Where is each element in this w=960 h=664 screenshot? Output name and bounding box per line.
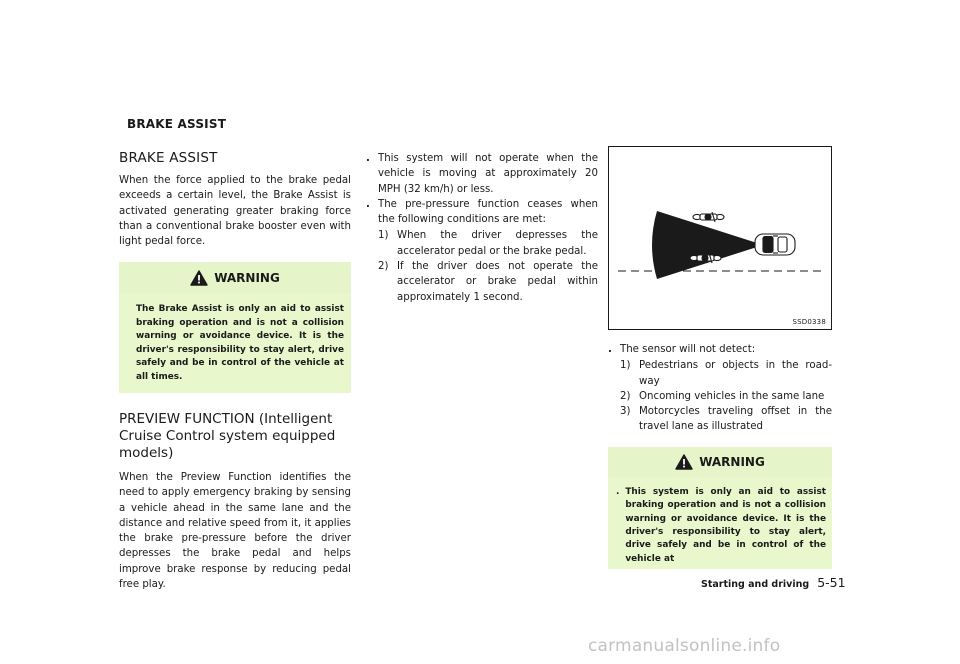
sub-text: When the driver depresses the accelerator pedal or the brake pedal. (397, 230, 598, 257)
warning-box (608, 447, 832, 569)
sensor-detection-illustration (609, 147, 831, 329)
illustration-figure (608, 146, 832, 330)
car (755, 234, 795, 255)
list-item (608, 342, 832, 435)
column-middle (366, 151, 598, 305)
sensor-limit-list (608, 342, 832, 435)
sub-number: 1) (378, 230, 389, 242)
column-left (119, 150, 351, 592)
motorcycle-top (693, 212, 724, 222)
preview-function-title: PREVIEW FUNCTION (Intelligent Cruise Control system equipped models) (119, 410, 336, 461)
sub-text: Motorcycles traveling offset in the travel lane as illustrated (639, 406, 832, 433)
intro-paragraph: When the force applied to the brake pedal exceeds a certain level, the Brake Assist is activated generating greater braking force than a conventional brake booster even with light pedal force. (119, 175, 351, 248)
figure-code: SSD0338 (792, 318, 826, 326)
warning-text: This system is only an aid to assist braking operation and is not a collision warning or avoidance device. It is the driver's responsibility to stay alert, drive safely and be in control of the vehicle at (625, 486, 826, 564)
sub-number: 1) (620, 360, 631, 372)
warning-label: WARNING (699, 454, 765, 469)
warning-header (119, 262, 351, 293)
section-title: BRAKE ASSIST (119, 150, 218, 166)
preview-paragraph: When the Preview Function identifies the need to apply emergency braking by sensing a vehicle ahead in the same lane and the distance and relative speed from it, it applies the brake pre-pressure before the driver depresses the brake pedal and helps improve brake response by reducing pedal free play. (119, 471, 351, 590)
bullet-glyph: . (616, 486, 620, 497)
warning-label: WARNING (214, 270, 280, 285)
sub-text: Pedestrians or objects in the road-way (639, 360, 832, 387)
sub-list-item (378, 228, 598, 259)
warning-text-block (608, 477, 832, 569)
warning-triangle-icon (190, 270, 208, 286)
warning-text: The Brake Assist is only an aid to assist braking operation and is not a collision warning or avoidance device. It is the driver's responsibility to stay alert, drive safely and be in control of the vehicle at all times. (119, 293, 351, 392)
sub-number: 3) (620, 406, 631, 418)
sub-text: Oncoming vehicles in the same lane (639, 390, 825, 402)
warning-triangle-icon (675, 454, 693, 470)
page-footer (701, 575, 846, 590)
bullet-glyph: . (366, 198, 370, 210)
warning-box (119, 262, 351, 392)
sub-number: 2) (378, 261, 389, 273)
sub-text: If the driver does not operate the accelerator or brake pedal within approximately 1 second. (397, 261, 598, 303)
bullet-text: This system will not operate when the vehicle is moving at approximately 20 MPH (32 km/h) or less. (378, 153, 598, 195)
bullet-text: The sensor will not detect: (620, 344, 756, 355)
sub-list-item (620, 358, 832, 389)
page-number: 5-51 (817, 575, 846, 590)
sub-list-item (378, 259, 598, 305)
sub-list-item (620, 389, 832, 404)
list-item (366, 197, 598, 305)
condition-list (366, 151, 598, 305)
warning-header (608, 447, 832, 477)
column-right (608, 146, 832, 569)
bullet-text: The pre-pressure function ceases when the following conditions are met: (378, 198, 598, 226)
section-header: BRAKE ASSIST (127, 117, 227, 131)
bullet-glyph: . (608, 344, 612, 355)
bullet-glyph: . (366, 153, 370, 164)
sub-number: 2) (620, 390, 631, 402)
sub-list-item (620, 404, 832, 435)
watermark: carmanualsonline.info (588, 636, 781, 656)
chapter-label: Starting and driving (701, 579, 810, 590)
list-item (366, 151, 598, 197)
sensor-cone (652, 211, 757, 279)
